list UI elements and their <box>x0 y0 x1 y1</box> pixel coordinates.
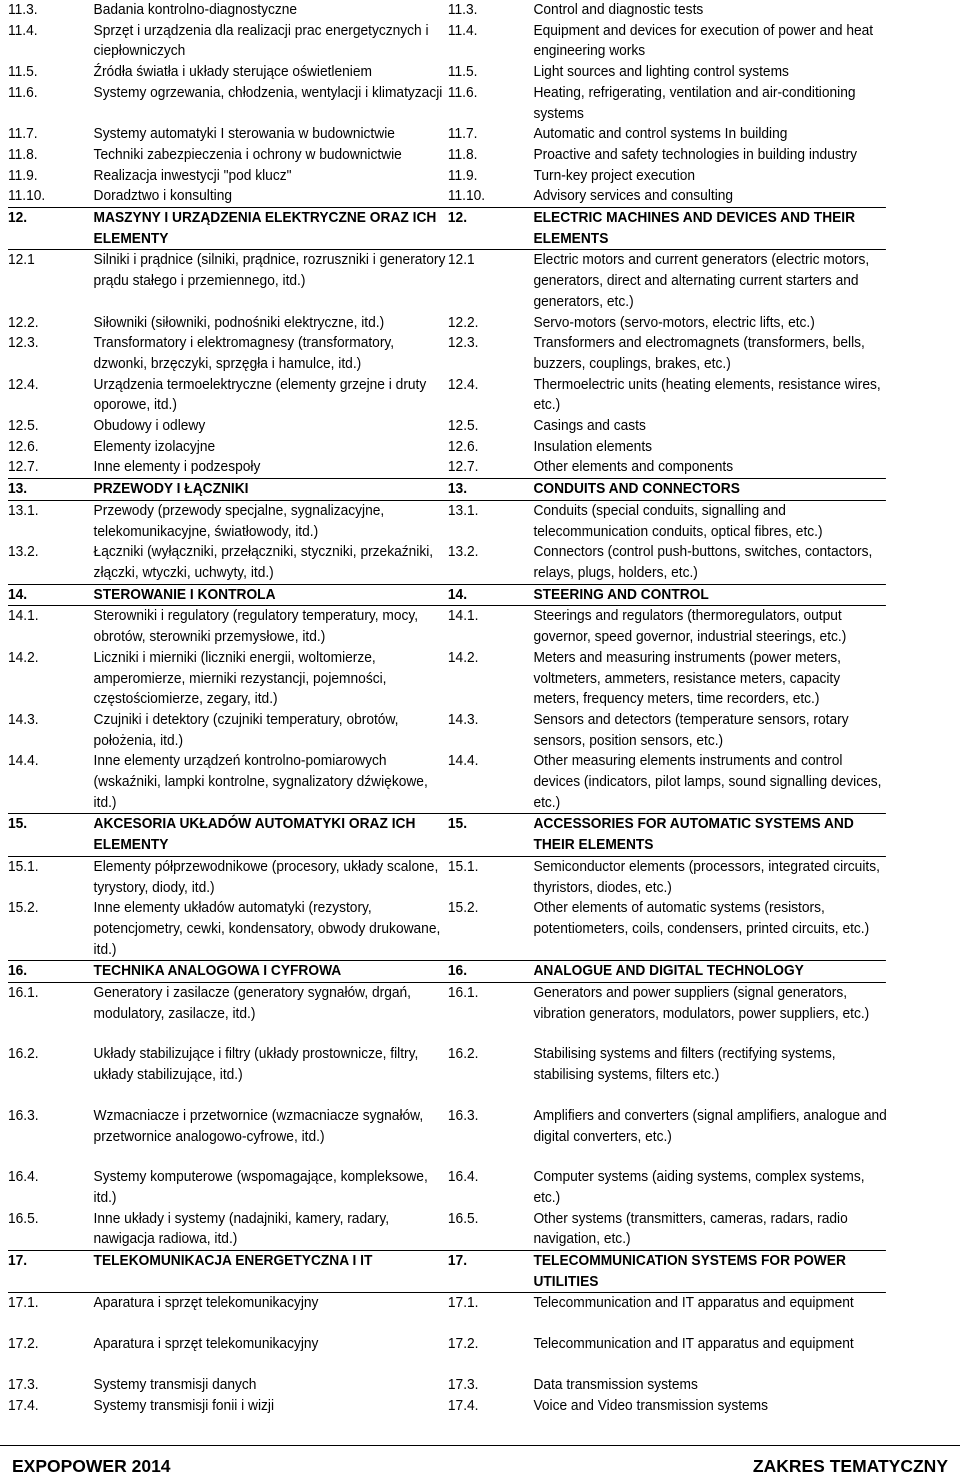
pl-text: Aparatura i sprzęt telekomunikacyjny <box>93 1295 319 1312</box>
pl-number: 15.2. <box>8 900 39 917</box>
topic-row <box>8 437 886 458</box>
en-number: 13.2. <box>447 544 479 561</box>
topic-row <box>8 186 886 207</box>
en-text: Electric motors and current generators (electric motors, generators, direct and alternating current starters and generators, etc.) <box>533 252 870 310</box>
en-text: Proactive and safety technologies in building industry <box>533 146 858 163</box>
pl-text: Elementy półprzewodnikowe (procesory, układy scalone, tyrystory, diody, itd.) <box>93 858 439 896</box>
en-text: Computer systems (aiding systems, complex systems, etc.) <box>533 1169 865 1206</box>
pl-text: Doradztwo i konsulting <box>93 188 233 205</box>
pl-number: 12.5. <box>8 418 39 435</box>
en-number: 15.1. <box>447 858 479 875</box>
pl-text: Siłowniki (siłowniki, podnośniki elektryczne, itd.) <box>93 314 385 331</box>
pl-text: Systemy automatyki I sterowania w budownictwie <box>93 126 395 143</box>
pl-number: 16.3. <box>8 1107 39 1124</box>
en-text: Control and diagnostic tests <box>533 2 704 18</box>
topic-row <box>8 313 886 334</box>
en-number: 12.4. <box>447 376 479 393</box>
pl-number: 17. <box>8 1253 28 1270</box>
topic-row <box>8 857 886 898</box>
pl-text: Inne elementy i podzespoły <box>93 459 261 476</box>
pl-text: Aparatura i sprzęt telekomunikacyjny <box>93 1336 319 1353</box>
pl-text: Systemy transmisji danych <box>93 1376 257 1393</box>
topic-row <box>8 1209 886 1250</box>
pl-text: Wzmacniacze i przetwornice (wzmacniacze sygnałów, przetwornice analogowo-cyfrowe, itd.) <box>93 1107 424 1145</box>
pl-number: 12. <box>8 210 28 227</box>
pl-number: 15.1. <box>8 858 39 875</box>
en-text: Casings and casts <box>533 418 646 435</box>
section-heading-row <box>8 584 886 607</box>
en-number: 13. <box>447 481 468 498</box>
en-number: 11.5. <box>447 64 478 81</box>
pl-text: Inne elementy układów automatyki (rezystory, potencjometry, cewki, kondensatory, obwody drukowane, itd.) <box>93 900 441 958</box>
en-text: Steerings and regulators (thermoregulators, output governor, speed governor, industrial steerings, etc.) <box>533 608 847 646</box>
topic-row <box>8 1334 886 1375</box>
pl-number: 17.1. <box>8 1295 39 1312</box>
en-text: Transformers and electromagnets (transformers, bells, buzzers, couplings, brakes, etc.) <box>533 335 865 372</box>
en-text: CONDUITS AND CONNECTORS <box>533 481 740 498</box>
pl-text: Obudowy i odlewy <box>93 418 206 435</box>
en-text: Semiconductor elements (processors, integrated circuits, thyristors, diodes, etc.) <box>533 858 880 896</box>
en-text: Light sources and lighting control systems <box>533 64 789 81</box>
en-number: 11.7. <box>447 126 478 143</box>
pl-text: Przewody (przewody specjalne, sygnalizacyjne, telekomunikacyjne, światłowody, itd.) <box>93 502 385 540</box>
pl-number: 14.2. <box>8 649 39 666</box>
pl-number: 15. <box>8 816 28 833</box>
topic-row <box>8 1293 886 1334</box>
pl-text: Techniki zabezpieczenia i ochrony w budownictwie <box>93 146 402 163</box>
topic-row <box>8 21 886 62</box>
en-number: 11.3. <box>447 2 478 18</box>
pl-number: 12.6. <box>8 438 39 455</box>
en-number: 12. <box>447 210 468 227</box>
pl-number: 14.1. <box>8 608 39 625</box>
en-text: Insulation elements <box>533 438 653 455</box>
topic-row <box>8 648 886 710</box>
pl-text: Sterowniki i regulatory (regulatory temperatury, mocy, obrotów, sterowniki przemysłowe, itd.) <box>93 608 419 646</box>
pl-text: Elementy izolacyjne <box>93 438 216 455</box>
en-text: Equipment and devices for execution of power and heat engineering works <box>533 22 874 60</box>
en-text: Amplifiers and converters (signal amplifiers, analogue and digital converters, etc.) <box>533 1107 887 1145</box>
en-number: 17.3. <box>447 1376 479 1393</box>
pl-text: Sprzęt i urządzenia dla realizacji prac energetycznych i ciepłowniczych <box>93 22 429 60</box>
pl-text: TECHNIKA ANALOGOWA I CYFROWA <box>93 963 342 980</box>
pl-number: 16.5. <box>8 1210 39 1227</box>
en-text: Thermoelectric units (heating elements, resistance wires, etc.) <box>533 376 881 414</box>
en-text: Data transmission systems <box>533 1376 698 1393</box>
en-text: TELECOMMUNICATION SYSTEMS FOR POWER UTILITIES <box>533 1253 846 1290</box>
topic-row <box>8 416 886 437</box>
pl-number: 14.4. <box>8 753 39 770</box>
topic-row <box>8 1167 886 1208</box>
footer-event-name: EXPOPOWER 2014 <box>12 1456 171 1476</box>
pl-text: Inne układy i systemy (nadajniki, kamery, radary, nawigacja radiowa, itd.) <box>93 1210 390 1248</box>
section-heading-row <box>8 207 886 250</box>
en-number: 14.2. <box>447 649 479 666</box>
en-text: STEERING AND CONTROL <box>533 586 709 603</box>
pl-text: Liczniki i mierniki (liczniki energii, woltomierze, amperomierze, mierniki rezystancji, pojemności, częstościomierze, zegary, itd.) <box>93 649 387 708</box>
en-text: Automatic and control systems In building <box>533 126 788 143</box>
pl-text: AKCESORIA UKŁADÓW AUTOMATYKI ORAZ ICH ELEMENTY <box>93 816 416 854</box>
en-text: Voice and Video transmission systems <box>533 1397 769 1414</box>
pl-number: 11.8. <box>8 146 38 163</box>
pl-text: Silniki i prądnice (silniki, prądnice, rozruszniki i generatory prądu stałego i przemiennego, itd.) <box>93 252 446 290</box>
pl-number: 13.1. <box>8 502 39 519</box>
en-number: 12.2. <box>447 314 479 331</box>
en-text: Telecommunication and IT apparatus and equipment <box>533 1336 854 1353</box>
en-number: 16.2. <box>447 1046 479 1063</box>
en-text: ACCESSORIES FOR AUTOMATIC SYSTEMS AND THEIR ELEMENTS <box>533 816 854 854</box>
topic-row <box>8 898 886 960</box>
en-number: 11.9. <box>447 167 478 184</box>
pl-number: 11.10. <box>8 188 46 205</box>
topic-row <box>8 166 886 187</box>
topic-row <box>8 751 886 813</box>
pl-text: Realizacja inwestycji "pod klucz" <box>93 167 292 184</box>
en-number: 16. <box>447 963 468 980</box>
en-number: 16.5. <box>447 1210 479 1227</box>
topic-row <box>8 1044 886 1105</box>
en-number: 15. <box>447 816 468 833</box>
en-number: 11.4. <box>447 22 478 39</box>
en-text: Advisory services and consulting <box>533 188 734 205</box>
en-number: 17.1. <box>447 1295 479 1312</box>
pl-number: 12.7. <box>8 459 39 476</box>
en-text: Other systems (transmitters, cameras, radars, radio navigation, etc.) <box>533 1210 848 1248</box>
pl-number: 14. <box>8 586 28 603</box>
pl-text: Czujniki i detektory (czujniki temperatury, obrotów, położenia, itd.) <box>93 711 399 749</box>
pl-number: 12.2. <box>8 314 39 331</box>
pl-text: Urządzenia termoelektryczne (elementy grzejne i druty oporowe, itd.) <box>93 376 427 414</box>
en-number: 15.2. <box>447 900 479 917</box>
pl-text: Inne elementy urządzeń kontrolno-pomiarowych (wskaźniki, lampki kontrolne, sygnalizatory dźwiękowe, itd.) <box>93 753 428 811</box>
topic-row <box>8 124 886 145</box>
topic-row <box>8 83 886 124</box>
topic-row <box>8 250 886 312</box>
pl-number: 16.4. <box>8 1169 39 1186</box>
en-number: 12.1 <box>447 252 475 269</box>
pl-number: 17.4. <box>8 1397 39 1414</box>
en-number: 16.1. <box>447 985 479 1002</box>
pl-number: 11.6. <box>8 84 38 101</box>
topic-row <box>8 0 886 21</box>
pl-number: 11.4. <box>8 22 38 39</box>
pl-text: Systemy ogrzewania, chłodzenia, wentylacji i klimatyzacji <box>93 84 443 101</box>
en-number: 12.6. <box>447 438 479 455</box>
section-heading-row <box>8 960 886 983</box>
en-number: 12.3. <box>447 335 479 352</box>
en-text: Meters and measuring instruments (power meters, voltmeters, ammeters, resistance meters, capacity meters, frequency meters, time recorders, etc.) <box>533 649 841 708</box>
pl-number: 12.3. <box>8 335 39 352</box>
en-text: Connectors (control push-buttons, switches, contactors, relays, plugs, holders, etc.) <box>533 544 873 581</box>
bilingual-topic-list <box>8 0 886 1416</box>
en-text: Heating, refrigerating, ventilation and air-conditioning systems <box>533 84 856 122</box>
en-number: 14. <box>447 586 468 603</box>
pl-text: Łączniki (wyłączniki, przełączniki, styczniki, przekaźniki, złączki, wtyczki, uchwyty, itd.) <box>93 544 434 581</box>
pl-text: Badania kontrolno-diagnostyczne <box>93 2 298 18</box>
en-number: 14.4. <box>447 753 479 770</box>
pl-text: MASZYNY I URZĄDZENIA ELEKTRYCZNE ORAZ ICH ELEMENTY <box>93 210 437 247</box>
en-text: Telecommunication and IT apparatus and equipment <box>533 1295 854 1312</box>
pl-number: 13.2. <box>8 544 39 561</box>
section-heading-row <box>8 813 886 856</box>
topic-row <box>8 457 886 478</box>
topic-row <box>8 501 886 542</box>
en-text: ELECTRIC MACHINES AND DEVICES AND THEIR ELEMENTS <box>533 210 856 247</box>
pl-number: 11.5. <box>8 64 38 81</box>
topic-row <box>8 333 886 374</box>
pl-text: Układy stabilizujące i filtry (układy prostownicze, filtry, układy stabilizujące, itd.) <box>93 1046 419 1084</box>
en-text: Conduits (special conduits, signalling and telecommunication conduits, optical fibres, etc.) <box>533 502 823 540</box>
en-text: Other elements of automatic systems (resistors, potentiometers, coils, condensers, printed circuits, etc.) <box>533 900 870 937</box>
en-number: 17.2. <box>447 1336 479 1353</box>
pl-text: Źródła światła i układy sterujące oświetleniem <box>93 64 372 81</box>
en-text: Sensors and detectors (temperature sensors, rotary sensors, position sensors, etc.) <box>533 711 849 749</box>
en-number: 12.5. <box>447 418 479 435</box>
topic-row <box>8 710 886 751</box>
topic-row <box>8 606 886 647</box>
en-number: 16.4. <box>447 1169 479 1186</box>
en-number: 11.10. <box>447 188 486 205</box>
pl-number: 14.3. <box>8 711 39 728</box>
pl-number: 17.2. <box>8 1336 39 1353</box>
topic-row <box>8 1106 886 1167</box>
en-number: 14.3. <box>447 711 479 728</box>
en-text: ANALOGUE AND DIGITAL TECHNOLOGY <box>533 963 804 980</box>
en-text: Generators and power suppliers (signal generators, vibration generators, modulators, power suppliers, etc.) <box>533 985 870 1022</box>
en-text: Servo-motors (servo-motors, electric lifts, etc.) <box>533 314 815 331</box>
topic-row <box>8 983 886 1044</box>
pl-text: Generatory i zasilacze (generatory sygnałów, drgań, modulatory, zasilacze, itd.) <box>93 985 411 1022</box>
section-heading-row <box>8 478 886 501</box>
page-footer <box>0 1445 960 1476</box>
pl-number: 11.3. <box>8 2 38 18</box>
topic-row <box>8 542 886 583</box>
en-text: Other elements and components <box>533 459 734 476</box>
topic-row <box>8 145 886 166</box>
topic-row <box>8 375 886 416</box>
topic-row <box>8 1375 886 1396</box>
pl-number: 17.3. <box>8 1376 39 1393</box>
pl-text: Transformatory i elektromagnesy (transformatory, dzwonki, brzęczyki, sprzęgła i hamulce, itd.) <box>93 335 395 372</box>
pl-number: 13. <box>8 481 28 498</box>
en-text: Other measuring elements instruments and control devices (indicators, pilot lamps, sound signalling devices, etc.) <box>533 753 882 811</box>
en-number: 11.6. <box>447 84 478 101</box>
pl-number: 16. <box>8 963 28 980</box>
section-heading-row <box>8 1250 886 1293</box>
en-number: 13.1. <box>447 502 479 519</box>
pl-text: Systemy komputerowe (wspomagające, kompleksowe, itd.) <box>93 1169 428 1206</box>
pl-text: PRZEWODY I ŁĄCZNIKI <box>93 481 249 498</box>
footer-section-title: ZAKRES TEMATYCZNY <box>752 1456 948 1476</box>
en-text: Stabilising systems and filters (rectifying systems, stabilising systems, filters etc.) <box>533 1046 836 1084</box>
pl-number: 16.2. <box>8 1046 39 1063</box>
en-number: 16.3. <box>447 1107 479 1124</box>
pl-text: Systemy transmisji fonii i wizji <box>93 1397 275 1414</box>
en-number: 11.8. <box>447 146 478 163</box>
pl-number: 16.1. <box>8 985 39 1002</box>
en-number: 17. <box>447 1253 468 1270</box>
pl-number: 11.9. <box>8 167 38 184</box>
en-number: 14.1. <box>447 608 479 625</box>
pl-number: 12.4. <box>8 376 39 393</box>
topic-row <box>8 1396 886 1417</box>
pl-number: 12.1 <box>8 252 35 269</box>
pl-text: STEROWANIE I KONTROLA <box>93 586 276 603</box>
topic-row <box>8 62 886 83</box>
pl-text: TELEKOMUNIKACJA ENERGETYCZNA I IT <box>93 1253 373 1270</box>
pl-number: 11.7. <box>8 126 38 143</box>
en-number: 12.7. <box>447 459 479 476</box>
en-number: 17.4. <box>447 1397 479 1414</box>
en-text: Turn-key project execution <box>533 167 696 184</box>
